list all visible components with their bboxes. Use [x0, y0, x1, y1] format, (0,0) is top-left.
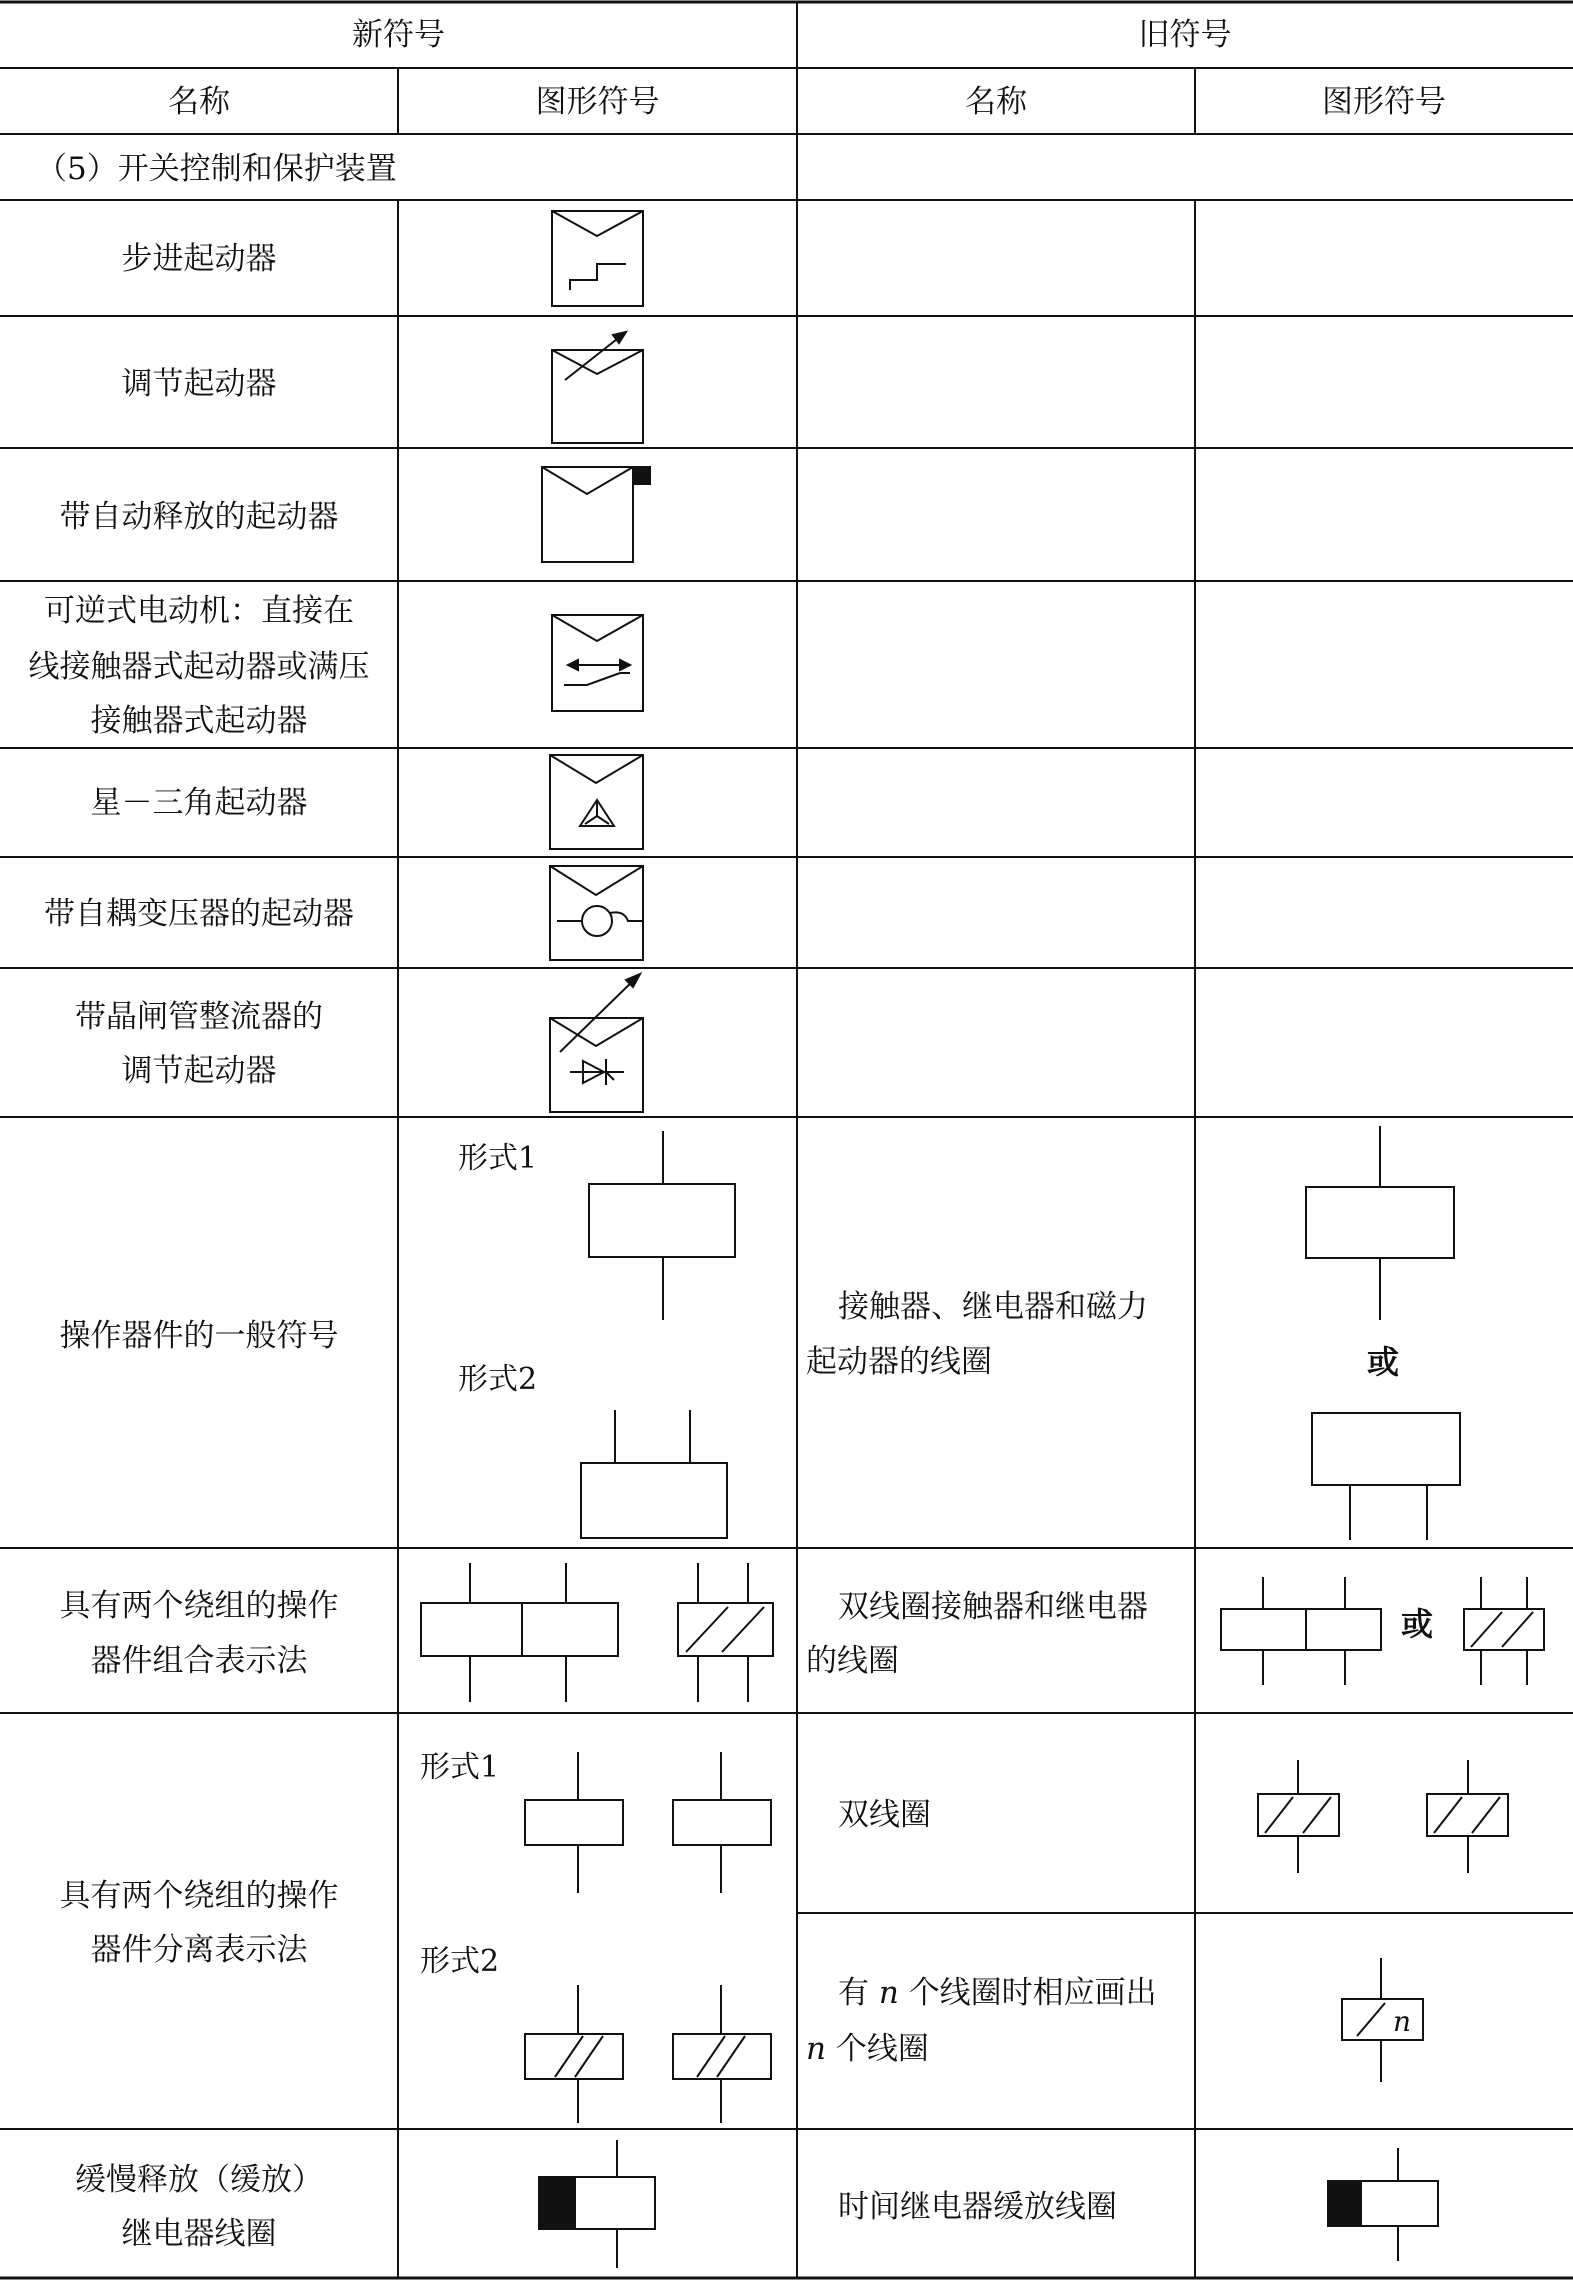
row-slow-release-line2: 继电器线圈 — [121, 2216, 277, 2252]
slow-release-relay-symbol — [539, 2140, 655, 2268]
header-new-graphic: 图形符号 — [535, 84, 660, 120]
row-auto-release-starter-name: 带自动释放的起动器 — [59, 499, 339, 535]
row-regulating-starter-name: 调节起动器 — [121, 366, 277, 402]
step-starter-symbol — [552, 211, 643, 306]
row-thyristor-line2: 调节起动器 — [121, 1053, 277, 1089]
or-label-operating: 或 — [1367, 1343, 1400, 1381]
row-reversing-motor-line3: 接触器式起动器 — [90, 703, 308, 739]
row-operating-device-name: 操作器件的一般符号 — [59, 1318, 339, 1354]
operating-device-form1-symbol — [589, 1131, 735, 1320]
row-autotransformer-name: 带自耦变压器的起动器 — [44, 896, 354, 932]
row-two-windings-separate-line1: 具有两个绕组的操作 — [59, 1878, 339, 1914]
header-new-symbol: 新符号 — [352, 17, 445, 53]
header-old-graphic: 图形符号 — [1322, 84, 1446, 120]
two-windings-separate-form1-b — [673, 1752, 771, 1893]
or-label-combined: 或 — [1401, 1605, 1434, 1643]
operating-device-form2-symbol — [581, 1410, 727, 1538]
form1-label-separate: 形式1 — [420, 1750, 500, 1785]
auto-release-starter-symbol — [542, 467, 650, 562]
header-new-name: 名称 — [168, 84, 230, 120]
regulating-starter-symbol — [552, 332, 643, 443]
reversing-motor-symbol — [552, 615, 643, 711]
star-delta-symbol — [550, 755, 643, 849]
old-two-windings-combined-symbol-b — [1464, 1577, 1544, 1685]
old-slow-release-symbol — [1328, 2148, 1438, 2261]
form2-label-separate: 形式2 — [420, 1944, 500, 1979]
old-operating-device-alt-symbol — [1312, 1413, 1460, 1540]
thyristor-starter-symbol — [550, 974, 643, 1112]
two-windings-combined-symbol-a — [421, 1563, 618, 1702]
old-name-combined-line1: 双线圈接触器和继电器 — [838, 1589, 1148, 1625]
old-two-windings-combined-symbol-a — [1221, 1577, 1381, 1685]
row-reversing-motor-line2: 线接触器式起动器或满压 — [28, 649, 370, 685]
row-two-windings-separate-line2: 器件分离表示法 — [90, 1932, 308, 1968]
old-name-n-coils-line1: 有 n 个线圈时相应画出 — [838, 1975, 1157, 2011]
header-old-symbol: 旧符号 — [1138, 17, 1232, 53]
row-slow-release-line1: 缓慢释放（缓放） — [75, 2162, 323, 2198]
row-step-starter-name: 步进起动器 — [121, 241, 277, 277]
old-name-operating-line1: 接触器、继电器和磁力 — [838, 1289, 1148, 1325]
row-two-windings-combined-line2: 器件组合表示法 — [90, 1643, 308, 1679]
two-windings-separate-form1-a — [525, 1752, 623, 1893]
old-double-coil-a — [1258, 1760, 1339, 1873]
autotransformer-symbol — [550, 866, 643, 960]
header-old-name: 名称 — [965, 84, 1027, 120]
row-thyristor-line1: 带晶闸管整流器的 — [75, 999, 323, 1035]
form2-label-operating: 形式2 — [458, 1362, 538, 1397]
section-title: （5）开关控制和保护装置 — [36, 151, 397, 187]
row-two-windings-combined-line1: 具有两个绕组的操作 — [59, 1588, 339, 1624]
old-name-operating-line2: 起动器的线圈 — [806, 1344, 992, 1380]
old-name-n-coils-line2: n 个线圈 — [806, 2031, 929, 2067]
two-windings-separate-form2-b — [673, 1985, 771, 2123]
two-windings-combined-symbol-b — [678, 1563, 773, 1702]
two-windings-separate-form2-a — [525, 1985, 623, 2123]
old-operating-device-symbol — [1306, 1126, 1454, 1320]
n-coil-label: n — [1393, 2005, 1412, 2038]
old-name-double-coil: 双线圈 — [838, 1797, 931, 1833]
row-star-delta-name: 星－三角起动器 — [90, 785, 308, 821]
form1-label-operating: 形式1 — [458, 1141, 538, 1176]
old-name-slow-release: 时间继电器缓放线圈 — [838, 2189, 1117, 2225]
old-name-combined-line2: 的线圈 — [806, 1643, 899, 1679]
old-n-coils-symbol — [1342, 1958, 1423, 2082]
old-double-coil-b — [1427, 1760, 1508, 1873]
row-reversing-motor-line1: 可逆式电动机：直接在 — [44, 593, 354, 629]
